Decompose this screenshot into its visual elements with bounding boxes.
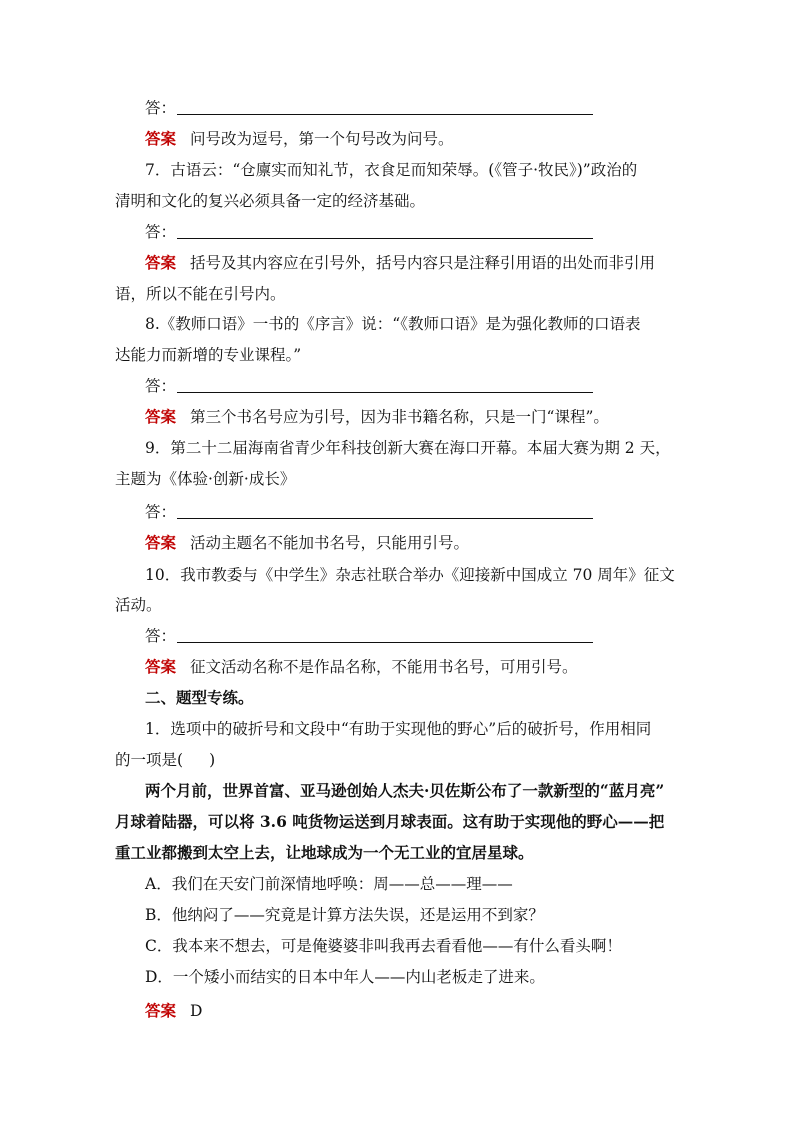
section2-q1-line-1: 1．选项中的破折号和文段中“有助于实现他的野心”后的破折号，作用相同 [145, 720, 652, 738]
answer-7-line-2: 语，所以不能在引号内。 [115, 285, 286, 303]
answer-key-label: 答案 [145, 1001, 177, 1020]
answer-10: 答案 征文活动名称不是作品名称，不能用书名号，可用引号。 [145, 657, 578, 676]
question-7-line-1: 7．古语云：“仓廪实而知礼节，衣食足而知荣辱。(《管子·牧民》)”政治的 [145, 161, 638, 179]
answer-prompt: 答： [145, 99, 177, 117]
answer-blank[interactable] [177, 238, 593, 239]
answer-6: 答案 问号改为逗号，第一个句号改为问号。 [145, 129, 454, 148]
answer-section2-q1: 答案 D [145, 1001, 203, 1020]
section-heading: 二、题型专练。 [145, 688, 254, 707]
answer-prompt: 答： [145, 377, 177, 395]
answer-key-label: 答案 [145, 407, 177, 426]
passage-line-2: 月球着陆器，可以将 3.6 吨货物运送到月球表面。这有助于实现他的野心——把 [115, 812, 665, 831]
answer-blank[interactable] [177, 392, 593, 393]
option-d: D．一个矮小而结实的日本中年人——内山老板走了进来。 [145, 968, 545, 986]
answer-key-label: 答案 [145, 253, 177, 272]
answer-7-line-1: 答案 括号及其内容应在引号外，括号内容只是注释引用语的出处而非引用 [145, 253, 656, 272]
answer-blank[interactable] [177, 114, 593, 115]
answer-prompt: 答： [145, 627, 177, 645]
question-10-line-2: 活动。 [115, 596, 162, 614]
answer-prompt: 答： [145, 223, 177, 241]
question-9-line-2: 主题为《体验·创新·成长》 [115, 470, 296, 488]
question-9-line-1: 9．第二十二届海南省青少年科技创新大赛在海口开幕。本届大赛为期 2 天， [145, 439, 671, 457]
option-c: C．我本来不想去，可是俺婆婆非叫我再去看看他——有什么看头啊！ [145, 937, 622, 955]
option-b: B．他纳闷了——究竟是计算方法失误，还是运用不到家？ [145, 906, 544, 924]
passage-line-3: 重工业都搬到太空上去，让地球成为一个无工业的宜居星球。 [115, 843, 534, 862]
answer-9: 答案 活动主题名不能加书名号，只能用引号。 [145, 533, 470, 552]
answer-key-label: 答案 [145, 533, 177, 552]
answer-prompt: 答： [145, 503, 177, 521]
answer-blank[interactable] [177, 642, 593, 643]
question-8-line-2: 达能力而新增的专业课程。” [115, 346, 302, 364]
option-a: A．我们在天安门前深情地呼唤：周——总——理—— [145, 875, 513, 893]
passage-line-1: 两个月前，世界首富、亚马逊创始人杰夫·贝佐斯公布了一款新型的“蓝月亮” [145, 781, 665, 800]
answer-key-label: 答案 [145, 657, 177, 676]
question-10-line-1: 10．我市教委与《中学生》杂志社联合举办《迎接新中国成立 70 周年》征文 [145, 566, 675, 584]
question-7-line-2: 清明和文化的复兴必须具备一定的经济基础。 [115, 192, 426, 210]
answer-key-label: 答案 [145, 129, 177, 148]
section2-q1-line-2: 的一项是( ) [115, 751, 216, 769]
answer-blank[interactable] [177, 518, 593, 519]
question-8-line-1: 8.《教师口语》一书的《序言》说：“《教师口语》是为强化教师的口语表 [145, 315, 641, 333]
answer-8: 答案 第三个书名号应为引号，因为非书籍名称，只是一门“课程”。 [145, 407, 609, 426]
